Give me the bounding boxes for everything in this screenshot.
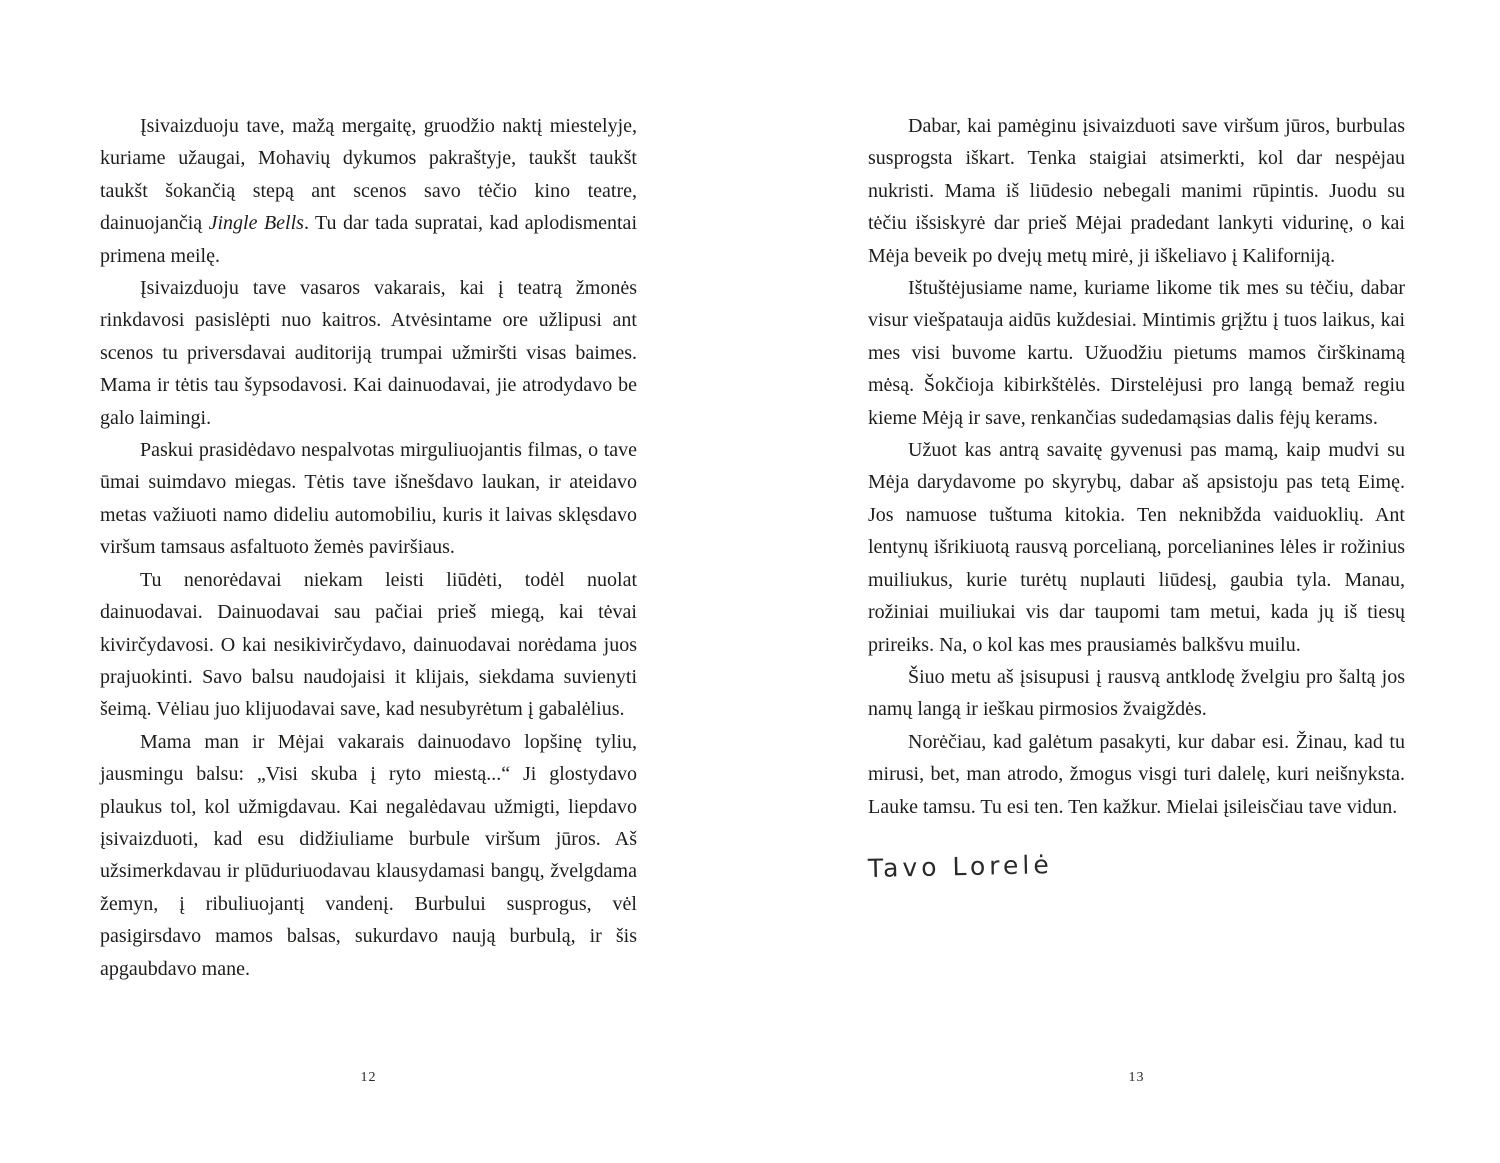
paragraph: Ištuštėjusiame name, kuriame likome tik mes su tėčiu, dabar visur viešpatauja aidūs kuždesiai. Mintimis grįžtu į tuos laikus, kai mes visi buvome kartu. Užuodžiu pietums mamos čirškinamą mėsą. Šokčioja kibirkštėlės. Dirstelėjusi pro langą bemaž regiu kieme Mėją ir save, renkančias sudedamąsias dalis fėjų kerams.	[868, 277, 1405, 429]
page-right	[750, 0, 1500, 1163]
paragraph: Norėčiau, kad galėtum pasakyti, kur dabar esi. Žinau, kad tu mirusi, bet, man atrodo, žmogus visgi turi dalelę, kuri neišnyksta. Lauke tamsu. Tu esi ten. Ten kažkur. Mielai įsileisčiau tave vidun.	[868, 730, 1405, 818]
left-text-block	[100, 110, 637, 985]
paragraph: Įsivaizduoju tave, mažą mergaitę, gruodžio naktį miestelyje, kuriame užaugai, Mohavių dykumos pakraštyje, taukšt taukšt taukšt šokančią stepą ant scenos savo tėčio kino teatre, dainuojančią Jingle Bells. Tu dar tada supratai, kad aplodismentai primena meilę.	[100, 115, 637, 267]
page-number-right: 13	[1128, 1070, 1145, 1085]
paragraph: Mama man ir Mėjai vakarais dainuodavo lopšinę tyliu, jausmingu balsu: „Visi skuba į ryto miestą...“ Ji glostydavo plaukus tol, kol užmigdavau. Kai negalėdavau užmigti, liepdavo įsivaizduoti, kad esu didžiuliame burbule viršum jūros. Aš užsimerkdavau ir plūduriuodavau klausydamasi bangų, žvelgdama žemyn, į ribuliuojantį vandenį. Burbului susprogus, vėl pasigirsdavo mamos balsas, sukurdavo naują burbulą, ir šis apgaubdavo mane.	[100, 730, 637, 980]
paragraph: Užuot kas antrą savaitę gyvenusi pas mamą, kaip mudvi su Mėja darydavome po skyrybų, dabar aš apsistoju pas tetą Eimę. Jos namuose tuštuma kitokia. Ten neknibžda vaiduoklių. Ant lentynų išrikiuotą rausvą porcelianą, porcelianines lėles ir rožinius muiliukus, kurie turėtų nuplauti liūdesį, gaubia tyla. Manau, rožiniai muiliukai vis dar taupomi tam metui, kada jų iš tiesų prireiks. Na, o kol kas mes prausiamės balkšvu muilu.	[868, 439, 1405, 656]
paragraph: Šiuo metu aš įsisupusi į rausvą antklodę žvelgiu pro šaltą jos namų langą ir ieškau pirmosios žvaigždės.	[868, 665, 1405, 721]
paragraph: Įsivaizduoju tave vasaros vakarais, kai į teatrą žmonės rinkdavosi pasislėpti nuo kaitros. Atvėsintame ore užlipusi ant scenos tu priversdavai auditoriją trumpai užmiršti visas baimes. Mama ir tėtis tau šypsodavosi. Kai dainuodavai, jie atrodydavo be galo laimingi.	[100, 277, 637, 429]
page-number-left: 12	[360, 1070, 377, 1085]
paragraph: Paskui prasidėdavo nespalvotas mirguliuojantis filmas, o tave ūmai suimdavo miegas. Tėtis tave išnešdavo laukan, ir ateidavo metas važiuoti namo dideliu automobiliu, kuris it laivas sklęsdavo viršum tamsaus asfaltuoto žemės paviršiaus.	[100, 439, 637, 559]
paragraph: Dabar, kai pamėginu įsivaizduoti save viršum jūros, burbulas susprogsta iškart. Tenka staigiai atsimerkti, kol dar nespėjau nukristi. Mama iš liūdesio nebegali manimi rūpintis. Juodu su tėčiu išsiskyrė dar prieš Mėjai pradedant lankyti vidurinę, o kai Mėja beveik po dvejų metų mirė, ji iškeliavo į Kaliforniją.	[868, 115, 1405, 267]
paragraph: Tu nenorėdavai niekam leisti liūdėti, todėl nuolat dainuodavai. Dainuodavai sau pačiai prieš miegą, kai tėvai kivirčydavosi. O kai nesikivirčydavo, dainuodavai norėdama juos prajuokinti. Savo balsu naudojaisi it klijais, siekdama suvienyti šeimą. Vėliau juo klijuodavai save, kad nesubyrėtum į gabalėlius.	[100, 568, 637, 721]
right-text-block	[868, 110, 1405, 887]
handwritten-signature: Tavo Lorelė	[867, 850, 1053, 883]
